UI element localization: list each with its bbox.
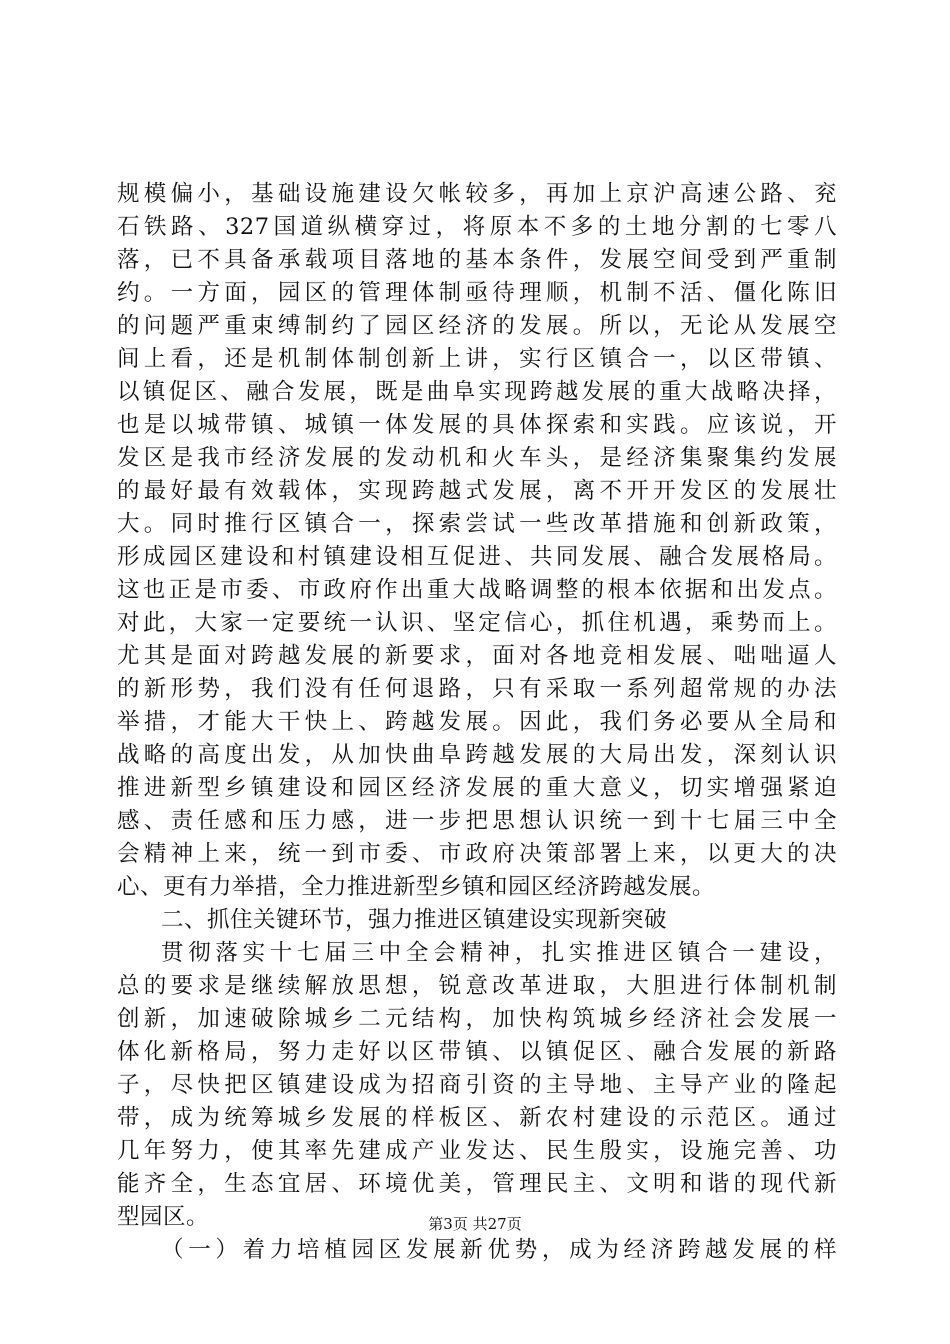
text-line: 的新形势，我们没有任何退路，只有采取一系列超常规的办法 bbox=[117, 676, 837, 702]
text-line: 心、更有力举措，全力推进新型乡镇和园区经济跨越发展。 bbox=[117, 874, 716, 900]
text-line: 体化新格局，努力走好以区带镇、以镇促区、融合发展的新路 bbox=[117, 1039, 837, 1065]
text-line: 举措，才能大干快上、跨越发展。因此，我们务必要从全局和 bbox=[117, 709, 837, 735]
text-line: 的问题严重束缚制约了园区经济的发展。所以，无论从发展空 bbox=[117, 313, 837, 339]
text-line: 约。一方面，园区的管理体制亟待理顺，机制不活、僵化陈旧 bbox=[117, 280, 837, 306]
text-line: 创新，加速破除城乡二元结构，加快构筑城乡经济社会发展一 bbox=[117, 1006, 837, 1032]
page-number-footer: 第3页 共27页 bbox=[428, 1215, 522, 1233]
text-line: 总的要求是继续解放思想，锐意改革进取，大胆进行体制机制 bbox=[117, 973, 837, 999]
text-line: 的最好最有效载体，实现跨越式发展，离不开开发区的发展壮 bbox=[117, 478, 837, 504]
text-line: 规模偏小，基础设施建设欠帐较多，再加上京沪高速公路、兖 bbox=[117, 181, 837, 207]
body-text bbox=[117, 178, 837, 1267]
section-heading: 二、抓住关键环节，强力推进区镇建设实现新突破 bbox=[161, 907, 668, 933]
text-line: 战略的高度出发，从加快曲阜跨越发展的大局出发，深刻认识 bbox=[117, 742, 837, 768]
text-line: 发区是我市经济发展的发动机和火车头，是经济集聚集约发展 bbox=[117, 445, 837, 471]
text-line: 尤其是面对跨越发展的新要求，面对各地竞相发展、咄咄逼人 bbox=[117, 643, 837, 669]
text-line: 石铁路、327国道纵横穿过，将原本不多的土地分割的七零八 bbox=[117, 214, 837, 240]
text-line: 间上看，还是机制体制创新上讲，实行区镇合一，以区带镇、 bbox=[117, 346, 837, 372]
text-line: 对此，大家一定要统一认识、坚定信心，抓住机遇，乘势而上。 bbox=[117, 610, 837, 636]
text-line: 落，已不具备承载项目落地的基本条件，发展空间受到严重制 bbox=[117, 247, 837, 273]
text-line: 子，尽快把区镇建设成为招商引资的主导地、主导产业的隆起 bbox=[117, 1072, 837, 1098]
text-line: 感、责任感和压力感，进一步把思想认识统一到十七届三中全 bbox=[117, 808, 837, 834]
text-line: 几年努力，使其率先建成产业发达、民生殷实，设施完善、功 bbox=[117, 1138, 837, 1164]
text-line: 能齐全，生态宜居、环境优美，管理民主、文明和谐的现代新 bbox=[117, 1171, 837, 1197]
text-line: 带，成为统筹城乡发展的样板区、新农村建设的示范区。通过 bbox=[117, 1105, 837, 1131]
text-line: 大。同时推行区镇合一，探索尝试一些改革措施和创新政策， bbox=[117, 511, 837, 537]
text-line: 贯彻落实十七届三中全会精神，扎实推进区镇合一建设， bbox=[161, 940, 837, 966]
subsection-heading: （一）着力培植园区发展新优势，成为经济跨越发展的样 bbox=[161, 1237, 837, 1263]
text-line: 型园区。 bbox=[117, 1204, 210, 1230]
text-line: 这也正是市委、市政府作出重大战略调整的根本依据和出发点。 bbox=[117, 577, 837, 603]
text-line: 形成园区建设和村镇建设相互促进、共同发展、融合发展格局。 bbox=[117, 544, 837, 570]
text-line: 以镇促区、融合发展，既是曲阜实现跨越发展的重大战略决择， bbox=[117, 379, 837, 405]
text-line: 推进新型乡镇建设和园区经济发展的重大意义，切实增强紧迫 bbox=[117, 775, 837, 801]
text-line: 会精神上来，统一到市委、市政府决策部署上来，以更大的决 bbox=[117, 841, 837, 867]
text-line: 也是以城带镇、城镇一体发展的具体探索和实践。应该说，开 bbox=[117, 412, 837, 438]
